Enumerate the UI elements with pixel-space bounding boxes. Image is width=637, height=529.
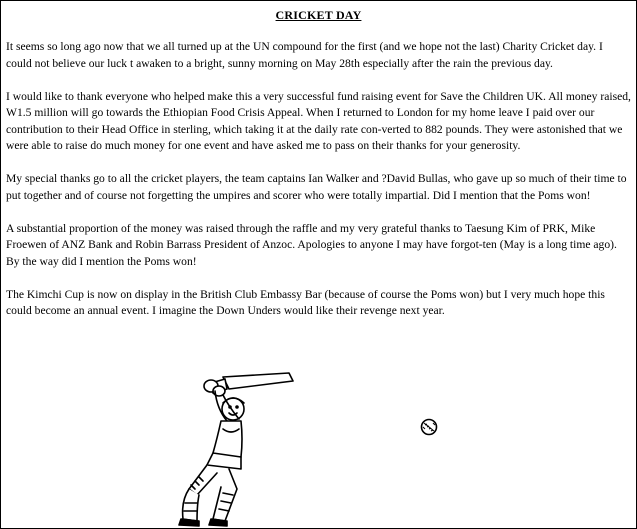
cricket-ball-illustration (419, 417, 439, 437)
paragraph-intro: It seems so long ago now that we all turned up at the UN compound for the first (and we hope not the last) Charity Cricket day. I could not believe our luck t awaken to a bright, sunny morning on May 28th especially after the rain the previous day. (6, 40, 603, 70)
paragraph-kimchi-cup: The Kimchi Cup is now on display in the British Club Embassy Bar (because of course the Poms won) but I very much hope this could become an annual event. I imagine the Down Unders would like their revenge next year. (6, 287, 605, 317)
paragraph-thanks-fundraising: I would like to thank everyone who helped make this a very successful fund raising event for Save the Children UK. All money raised, W1.5 million will go towards the Ethiopian Food Crisis Appeal. When I returned to London for my home leave I paid over our contribution to their Head Office in sterling, which taking it at the daily rate con-verted to 882 pounds. They were astonished that we were able to raise do much money for one event and have asked me to pass on their thanks for your generosity. (6, 89, 631, 152)
paragraph-raffle: A substantial proportion of the money was raised through the raffle and my very grateful thanks to Taesung Kim of PRK, Mike Froewen of ANZ Bank and Robin Barrass President of Anzoc. Apologies to anyone I may have forgot-ten (May is a long time ago). By the way did I mention the Poms won! (6, 221, 617, 268)
cricket-batsman-illustration (171, 369, 321, 527)
document-title: CRICKET DAY (275, 8, 362, 22)
document-body (6, 39, 631, 336)
paragraph-thanks-players: My special thanks go to all the cricket players, the team captains Ian Walker and ?David Bullas, who gave up so much of their time to put together and of course not forgetting the umpires and scorer who were totally impartial. Did I mention that the Poms won! (6, 172, 627, 202)
